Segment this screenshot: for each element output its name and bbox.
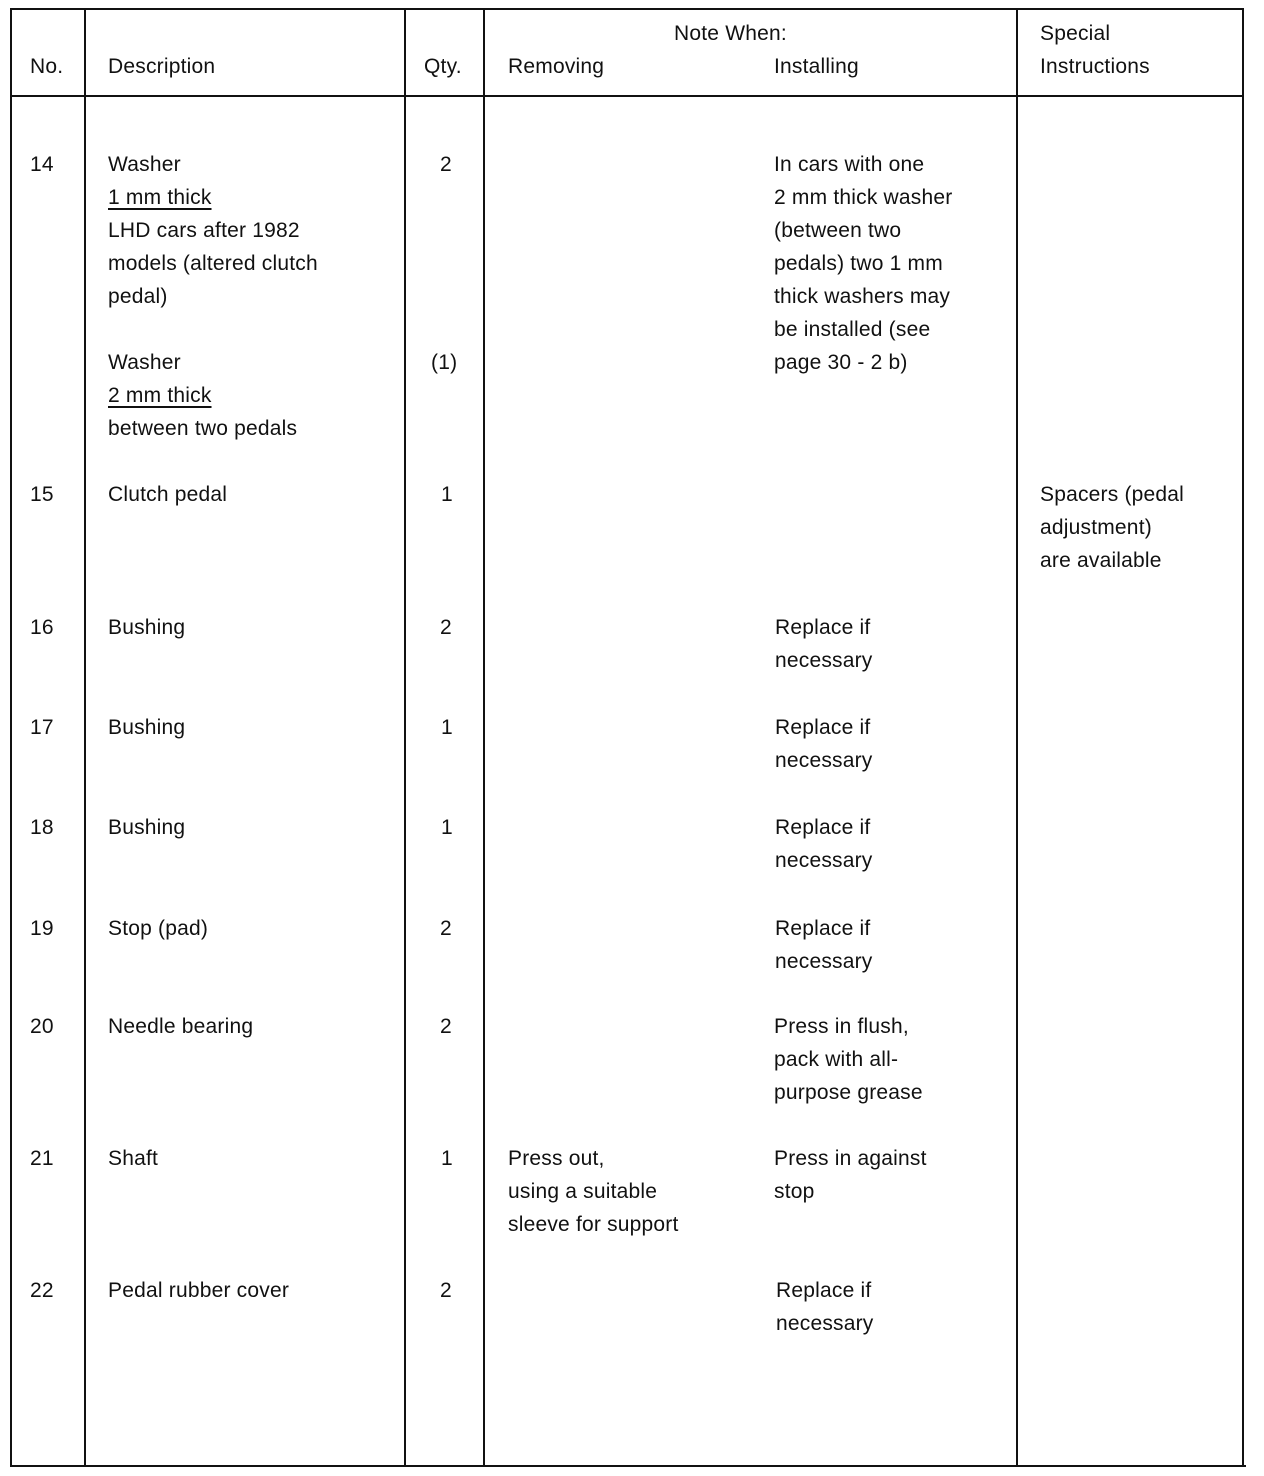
row-installing: thick washers may xyxy=(774,285,951,308)
row-installing: Replace if xyxy=(775,816,871,839)
row-no: 16 xyxy=(30,616,54,639)
table-bottom-border xyxy=(10,1465,1246,1467)
row-no: 18 xyxy=(30,816,54,839)
header-removing: Removing xyxy=(508,55,605,78)
row-description: 1 mm thick xyxy=(108,186,212,209)
row-description: pedal) xyxy=(108,285,168,308)
row-installing: necessary xyxy=(775,749,873,772)
column-divider-note xyxy=(1016,8,1018,1467)
row-installing: (between two xyxy=(774,219,902,242)
header-instructions: Instructions xyxy=(1040,55,1150,78)
header-no: No. xyxy=(30,55,64,78)
header-qty: Qty. xyxy=(424,55,462,78)
row-no: 22 xyxy=(30,1279,54,1302)
row-qty: (1) xyxy=(431,351,458,374)
row-installing: stop xyxy=(774,1180,815,1203)
row-installing: necessary xyxy=(776,1312,874,1335)
row-description: Bushing xyxy=(108,716,186,739)
row-installing: Replace if xyxy=(775,917,871,940)
table-top-border xyxy=(10,8,1244,10)
row-description: Shaft xyxy=(108,1147,159,1170)
row-installing: Replace if xyxy=(775,616,871,639)
header-note-when: Note When: xyxy=(674,22,787,45)
row-description: Stop (pad) xyxy=(108,917,209,940)
row-installing: Replace if xyxy=(776,1279,872,1302)
row-special: Spacers (pedal xyxy=(1040,483,1185,506)
row-qty: 2 xyxy=(440,1015,452,1038)
header-special: Special xyxy=(1040,22,1111,45)
column-divider-qty xyxy=(483,8,485,1467)
row-qty: 1 xyxy=(441,483,453,506)
row-description: Pedal rubber cover xyxy=(108,1279,290,1302)
row-no: 17 xyxy=(30,716,54,739)
row-installing: In cars with one xyxy=(774,153,925,176)
row-qty: 1 xyxy=(441,816,453,839)
row-installing: be installed (see xyxy=(774,318,931,341)
row-removing: sleeve for support xyxy=(508,1213,679,1236)
header-description: Description xyxy=(108,55,216,78)
row-qty: 2 xyxy=(440,153,452,176)
row-qty: 1 xyxy=(441,1147,453,1170)
row-removing: using a suitable xyxy=(508,1180,658,1203)
row-qty: 2 xyxy=(440,616,452,639)
row-qty: 2 xyxy=(440,1279,452,1302)
row-installing: page 30 - 2 b) xyxy=(774,351,908,374)
row-special: are available xyxy=(1040,549,1162,572)
row-installing: pedals) two 1 mm xyxy=(774,252,943,275)
row-installing: 2 mm thick washer xyxy=(774,186,953,209)
row-installing: Press in against xyxy=(774,1147,927,1170)
row-removing: Press out, xyxy=(508,1147,605,1170)
row-description: Bushing xyxy=(108,816,186,839)
row-no: 19 xyxy=(30,917,54,940)
header-installing: Installing xyxy=(774,55,859,78)
row-no: 20 xyxy=(30,1015,54,1038)
row-description: 2 mm thick xyxy=(108,384,212,407)
row-installing: Press in flush, xyxy=(774,1015,909,1038)
column-divider-description xyxy=(404,8,406,1467)
row-description: models (altered clutch xyxy=(108,252,318,275)
column-border-right xyxy=(1242,8,1244,1467)
row-qty: 2 xyxy=(440,917,452,940)
row-special: adjustment) xyxy=(1040,516,1152,539)
header-divider xyxy=(10,95,1244,97)
column-divider-no xyxy=(84,8,86,1467)
row-description: Washer xyxy=(108,351,181,374)
row-installing: purpose grease xyxy=(774,1081,923,1104)
row-installing: necessary xyxy=(775,950,873,973)
row-installing: pack with all- xyxy=(774,1048,899,1071)
row-qty: 1 xyxy=(441,716,453,739)
row-description: Bushing xyxy=(108,616,186,639)
row-description: Washer xyxy=(108,153,181,176)
row-no: 21 xyxy=(30,1147,54,1170)
column-border-left xyxy=(10,8,12,1467)
row-no: 15 xyxy=(30,483,54,506)
row-installing: necessary xyxy=(775,649,873,672)
row-installing: necessary xyxy=(775,849,873,872)
row-description: LHD cars after 1982 xyxy=(108,219,300,242)
row-description: Needle bearing xyxy=(108,1015,254,1038)
row-description: Clutch pedal xyxy=(108,483,228,506)
row-installing: Replace if xyxy=(775,716,871,739)
row-description: between two pedals xyxy=(108,417,298,440)
row-no: 14 xyxy=(30,153,54,176)
